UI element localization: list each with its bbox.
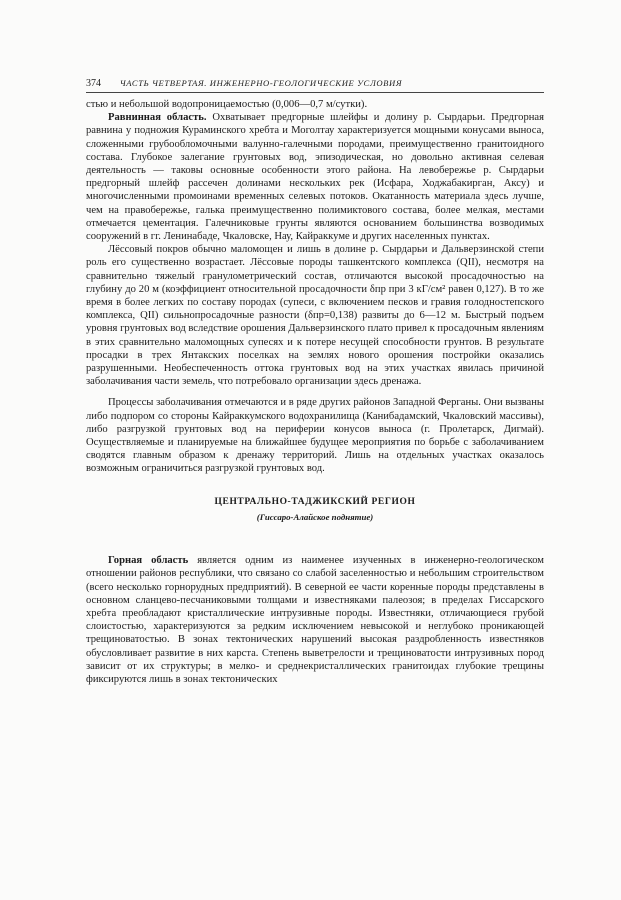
page-number: 374: [86, 78, 101, 89]
section-title: ЦЕНТРАЛЬНО-ТАДЖИКСКИЙ РЕГИОН: [214, 496, 416, 507]
paragraph-lead: Горная область: [108, 555, 189, 567]
paragraph-plain-region: [86, 111, 544, 243]
running-title: ЧАСТЬ ЧЕТВЕРТАЯ. ИНЖЕНЕРНО-ГЕОЛОГИЧЕСКИЕ УСЛОВИЯ: [119, 78, 403, 88]
paragraph-text: является одним из наименее изученных в инженерно-геологическом отношении районов республики, что связано со слабой заселенностью и небольшим строительством (всего несколько горнорудных предприятий). В северной ее части коренные породы представлены в основном сланцево-песчаниковыми толщами и известняками палеозоя; в пределах Гиссарского хребта преобладают кристаллические интрузивные породы. Известняки, отличающиеся грубой слоистостью, характеризуются за редким исключением невысокой и неглубоко проникающей трещиноватостью. В зонах тектонических нарушений высокая раздробленность известняков обусловливает развитие в них карста. Степень выветрелости и трещиноватости интрузивных пород зависит от их структуры; в мелко- и среднекристаллических гранитоидах глубокие трещины фиксируются лишь в зонах тектонических: [86, 555, 544, 685]
paragraph-mountain-region: [86, 554, 544, 686]
page-body: [86, 98, 544, 686]
section-subtitle: (Гиссаро-Алайское поднятие): [256, 511, 374, 522]
paragraph-text: Охватывает предгорные шлейфы и долину р. Сырдарьи. Предгорная равнина у подножия Кураминского хребта и Моголтау характеризуется мощными конусами выноса, сложенными грубообломочными валунно-галечными породами, преимущественно гранитоидного состава. Глубокое залегание грунтовых вод, эпизодическая, но довольно активная селевая деятельность — таковы основные особенности этого района. На левобережье р. Сырдарьи предгорный шлейф рассечен долинами нескольких рек (Исфара, Ходжабакирган, Аксу) и многочисленными промоинами временных селевых потоков. Окатанность материала здесь лучше, чем на правобережье, галька преимущественно полимиктового состава, более мелкая, местами отмечается цементация. Галечниковые грунты являются основанием большинства возводимых сооружений в гг. Ленинабаде, Чкаловске, Нау, Кайраккуме и других населенных пунктах.: [86, 112, 544, 243]
paragraph-waterlogging: Процессы заболачивания отмечаются и в ряде других районов Западной Ферганы. Они вызваны либо подпором со стороны Кайраккумского водохранилища (Канибадамский, Чкаловский массивы), либо разгрузкой грунтовых вод на периферии конусов выноса (г. Пролетарск, Дигмай). Осуществляемые и планируемые на ближайшее будущее мероприятия по борьбе с заболачиванием сводятся главным образом к дренажу территорий. Лишь на отдельных участках оказалось возможным ограничиться разгрузкой грунтовых вод.: [86, 397, 544, 475]
paragraph-continuation: стью и небольшой водопроницаемостью (0,006—0,7 м/сутки).: [86, 99, 368, 110]
paragraph-loess: Лёссовый покров обычно маломощен и лишь в долине р. Сырдарьи и Дальверзинской степи роль его существенно возрастает. Лёссовые породы ташкентского комплекса (QII), несмотря на сравнительно тяжелый гранулометрический состав, отличаются высокой просадочностью на глубину до 20 м (коэффициент относительной просадочности δпр при 3 кГ/см² равен 0,127). В то же время в более легких по составу породах (супеси, с включением песков и гравия голодностепского комплекса, QII) сильнопросадочные разности (δпр=0,138) развиты до 6—12 м. Быстрый подъем уровня грунтовых вод вследствие орошения Дальверзинского плато привел к просадочным явлениям в этих сравнительно маломощных супесях и к потере несущей способности грунтов. В результате просадки в трех Янтакских поселках на землях нового орошения постройки оказались разрушенными. Необеспеченность оттока грунтовых вод на этих участках явилась причиной заболачивания части земель, что потребовало организации здесь дренажа.: [86, 244, 544, 388]
paragraph-lead: Равнинная область.: [108, 112, 207, 124]
running-header: [86, 78, 544, 93]
